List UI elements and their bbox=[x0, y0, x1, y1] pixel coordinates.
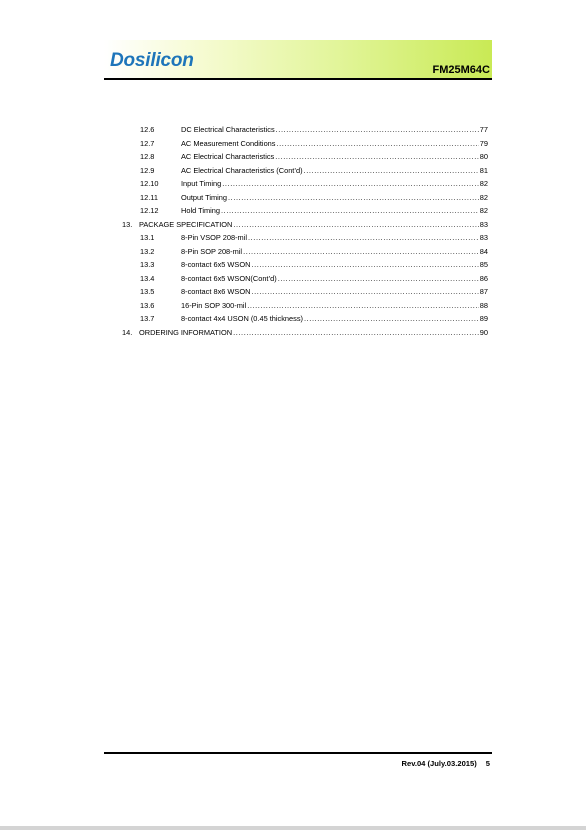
toc-entry[interactable] bbox=[118, 287, 488, 297]
toc-leader-dots bbox=[221, 206, 479, 216]
toc-entry[interactable] bbox=[118, 166, 488, 176]
toc-entry-page: 83 bbox=[479, 220, 488, 229]
toc-entry-title: 8-Pin SOP 208-mil bbox=[181, 247, 243, 256]
toc-entry-title: 16-Pin SOP 300-mil bbox=[181, 301, 247, 310]
toc-entry-title: 8-contact 6x5 WSON(Cont’d) bbox=[181, 274, 277, 283]
toc-entry[interactable] bbox=[118, 152, 488, 162]
toc-leader-dots bbox=[243, 247, 479, 257]
toc-entry-number: 12.8 bbox=[140, 152, 155, 161]
toc-entry-page: 81 bbox=[479, 166, 488, 175]
toc-entry-number: 13.1 bbox=[140, 233, 155, 242]
toc-entry-title: Input Timing bbox=[181, 179, 222, 188]
toc-entry[interactable] bbox=[118, 233, 488, 243]
toc-entry-title: PACKAGE SPECIFICATION bbox=[139, 220, 233, 229]
toc-entry[interactable] bbox=[118, 125, 488, 135]
toc-entry-page: 82 bbox=[479, 179, 488, 188]
toc-entry-title: Hold Timing bbox=[181, 206, 221, 215]
toc-entry-number: 13.2 bbox=[140, 247, 155, 256]
page-bottom-edge bbox=[0, 826, 586, 830]
toc-entry-number: 12.11 bbox=[140, 193, 158, 202]
company-logo: Dosilicon bbox=[110, 50, 194, 71]
toc-entry-title: AC Measurement Conditions bbox=[181, 139, 276, 148]
toc-entry-page: 79 bbox=[479, 139, 488, 148]
toc-entry-title: Output Timing bbox=[181, 193, 228, 202]
toc-entry-title: 8-contact 8x6 WSON bbox=[181, 287, 251, 296]
toc-entry-title: 8-Pin VSOP 208-mil bbox=[181, 233, 247, 242]
toc-entry-number: 12.6 bbox=[140, 125, 155, 134]
toc-entry-number: 13.6 bbox=[140, 301, 155, 310]
toc-entry[interactable] bbox=[118, 193, 488, 203]
toc-entry-page: 90 bbox=[479, 328, 488, 337]
toc-entry[interactable] bbox=[118, 301, 488, 311]
toc-entry[interactable] bbox=[118, 274, 488, 284]
toc-entry-page: 77 bbox=[479, 125, 488, 134]
toc-entry[interactable] bbox=[118, 206, 488, 216]
toc-entry-page: 82 bbox=[479, 193, 488, 202]
toc-leader-dots bbox=[304, 314, 479, 324]
toc-leader-dots bbox=[248, 233, 479, 243]
toc-entry[interactable] bbox=[118, 314, 488, 324]
toc-entry-number: 13. bbox=[122, 220, 133, 229]
toc-entry-number: 13.4 bbox=[140, 274, 155, 283]
toc-entry[interactable] bbox=[118, 328, 488, 338]
toc-leader-dots bbox=[276, 139, 478, 149]
toc-entry-number: 12.7 bbox=[140, 139, 155, 148]
page-number: 5 bbox=[485, 759, 490, 768]
toc-entry[interactable] bbox=[118, 247, 488, 257]
toc-entry-title: 8-contact 6x5 WSON bbox=[181, 260, 251, 269]
toc-leader-dots bbox=[233, 328, 479, 338]
toc-leader-dots bbox=[304, 166, 479, 176]
toc-entry-title: ORDERING INFORMATION bbox=[139, 328, 233, 337]
toc-entry-title: AC Electrical Characteristics bbox=[181, 152, 275, 161]
header-rule bbox=[104, 78, 492, 80]
toc-entry-number: 14. bbox=[122, 328, 133, 337]
footer-rule bbox=[104, 752, 492, 754]
toc-leader-dots bbox=[251, 287, 478, 297]
toc-entry[interactable] bbox=[118, 139, 488, 149]
toc-leader-dots bbox=[275, 152, 479, 162]
toc-entry-page: 84 bbox=[479, 247, 488, 256]
toc-leader-dots bbox=[228, 193, 479, 203]
toc-leader-dots bbox=[251, 260, 478, 270]
toc-entry-number: 12.12 bbox=[140, 206, 159, 215]
revision-label: Rev.04 (July.03.2015) bbox=[401, 759, 477, 768]
toc-entry-number: 12.10 bbox=[140, 179, 159, 188]
toc-entry-page: 86 bbox=[479, 274, 488, 283]
toc-entry-number: 13.5 bbox=[140, 287, 155, 296]
page-footer bbox=[401, 759, 490, 768]
toc-leader-dots bbox=[247, 301, 479, 311]
toc-entry[interactable] bbox=[118, 260, 488, 270]
toc-entry-number: 12.9 bbox=[140, 166, 155, 175]
toc-entry-page: 87 bbox=[479, 287, 488, 296]
toc-leader-dots bbox=[276, 125, 479, 135]
toc-entry[interactable] bbox=[118, 220, 488, 230]
toc-entry-title: AC Electrical Characteristics (Cont’d) bbox=[181, 166, 303, 175]
toc-entry-page: 82 bbox=[479, 206, 488, 215]
toc-entry-page: 83 bbox=[479, 233, 488, 242]
toc-leader-dots bbox=[278, 274, 479, 284]
toc-entry-page: 85 bbox=[479, 260, 488, 269]
toc-entry-page: 89 bbox=[479, 314, 488, 323]
toc-entry-number: 13.7 bbox=[140, 314, 155, 323]
toc-leader-dots bbox=[222, 179, 479, 189]
toc-entry-title: 8-contact 4x4 USON (0.45 thickness) bbox=[181, 314, 303, 323]
toc-entry[interactable] bbox=[118, 179, 488, 189]
document-id: FM25M64C bbox=[432, 64, 490, 76]
toc-entry-title: DC Electrical Characteristics bbox=[181, 125, 275, 134]
toc-entry-page: 80 bbox=[479, 152, 488, 161]
toc-entry-number: 13.3 bbox=[140, 260, 155, 269]
toc-entry-page: 88 bbox=[479, 301, 488, 310]
toc-leader-dots bbox=[233, 220, 478, 230]
